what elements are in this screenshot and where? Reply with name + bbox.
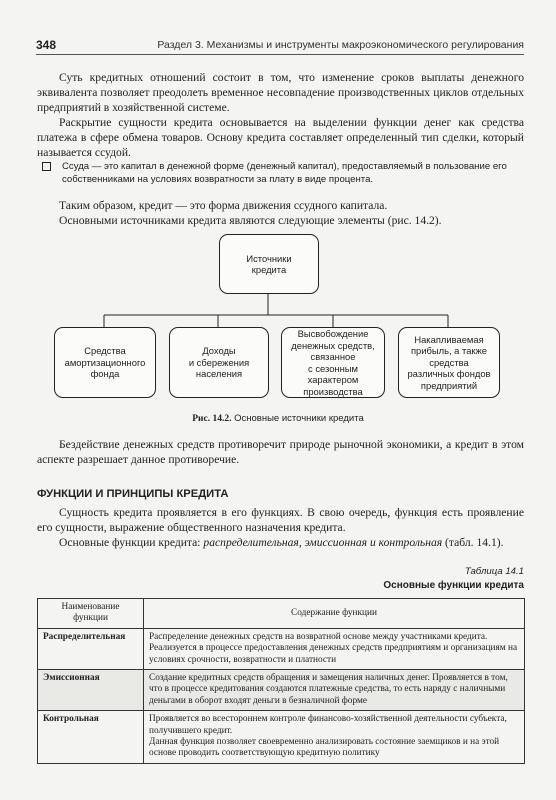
table-title: Основные функции кредита [383,580,524,591]
table-header-row [38,599,525,629]
paragraph-credit-form: Таким образом, кредит — это форма движения ссудного капитала. [59,199,388,212]
figure-caption-text: Основные источники кредита [234,413,364,424]
functions-lead: Основные функции кредита: [59,536,201,549]
table-row [38,670,525,711]
paragraph-functions-essence: Сущность кредита проявляется в его функциях. В свою очередь, функция есть проявление его сущности, выражение общественного назначения кредита. [37,506,524,534]
functions-table-ref: (табл. 14.1). [445,536,504,549]
function-content-text: Создание кредитных средств обращения и замещения наличных денег. Проявляется в том, что в процессе кредитования создаются платежные средства, то есть наряду с наличными деньгами в оборот входят деньги в безналичной форме [149,673,508,706]
figure-label: Рис. 14.2. [192,414,232,424]
function-content-text: Данная функция позволяет своевременно анализировать состояние заемщиков и на этой основе проводить соответствующую кредитную политику [149,737,500,759]
function-name: Распределительная [38,628,144,669]
function-content-text: Распределение денежных средств на возвратной основе между участниками кредита. Реализуется в процессе предоставления денежных средств предприятиям и организациям на условиях срочности, возвратности и платности [149,631,518,665]
paragraph-functions-list [37,535,524,550]
node-seasonal-release: Высвобождение денежных средств, связанное с сезонным характером производства [281,327,385,398]
table-row [38,628,525,669]
node-household-income: Доходы и сбережения населения [169,327,269,398]
credit-sources-diagram [36,230,526,402]
table-number: Таблица 14.1 [464,566,524,577]
node-credit-sources: Источники кредита [219,234,319,294]
functions-names: распределительная, эмиссионная и контрольная [203,536,443,549]
column-header-content: Содержание функции [144,599,525,629]
function-content [144,628,525,669]
paragraph-credit-essence: Суть кредитных отношений состоит в том, что изменение сроков выплаты денежного эквивалента позволяет преодолеть временное несовпадение производственных циклов отдельных предприятий в хозяйственной системе. [37,71,524,114]
page-number: 348 [36,38,57,52]
function-content [144,670,525,711]
section-heading: ФУНКЦИИ И ПРИНЦИПЫ КРЕДИТА [37,488,229,500]
paragraph-credit-payment: Раскрытие сущности кредита основывается на выделении функции денег как средства платежа в сфере обмена товаров. Основу кредита составляет определенный тип сделки, который называется ссудой. [37,116,524,159]
function-name: Эмиссионная [38,670,144,711]
running-head: Раздел 3. Механизмы и инструменты макроэкономического регулирования [157,39,524,51]
checkbox-bullet-icon [42,162,51,171]
definition-text: Ссуда — это капитал в денежной форме (денежный капитал), предоставляемый в пользование его собственниками на условиях возвратности за плату в виде процента. [62,161,507,185]
paragraph-idle-funds: Бездействие денежных средств противоречит природе рыночной экономики, а кредит в этом аспекте разрешает данное противоречие. [37,438,524,466]
credit-functions-table [37,598,525,764]
node-accumulated-profit: Накапливаемая прибыль, а также средства различных фондов предприятий [398,327,500,398]
figure-caption [0,413,556,424]
function-name: Контрольная [38,711,144,764]
column-header-name: Наименование функции [38,599,144,629]
function-content-text: Проявляется во всестороннем контроле финансово-хозяйственной деятельности субъекта, получившего кредит. [149,714,507,736]
page-header [36,38,524,55]
table-row [38,711,525,764]
paragraph-credit-sources: Основными источниками кредита являются следующие элементы (рис. 14.2). [59,214,442,227]
function-content [144,711,525,764]
node-depreciation-fund: Средства амортизационного фонда [54,327,156,398]
definition-bullet [62,161,522,186]
